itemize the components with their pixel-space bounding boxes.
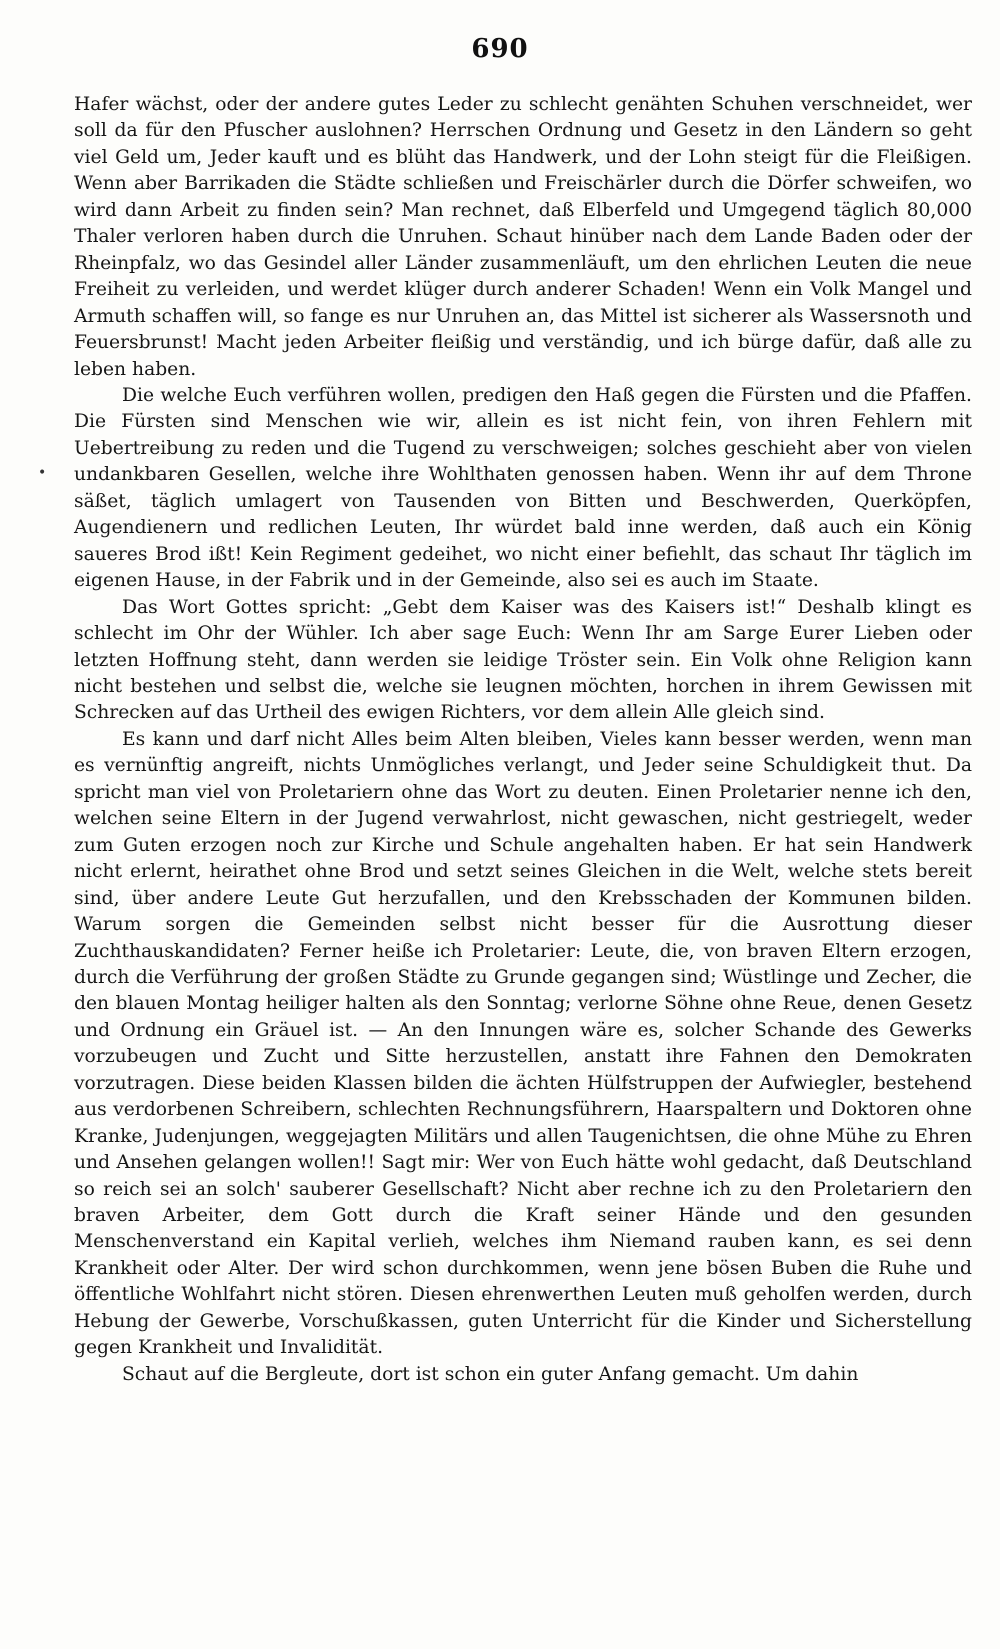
paragraph-4: Es kann und darf nicht Alles beim Alten bleiben, Vieles kann besser werden, wenn man es vernünftig angreift, nichts Unmögliches verlangt, und Jeder seine Schuldigkeit thut. Da spricht man viel von Proletariern ohne das Wort zu deuten. Einen Proletarier nenne ich den, welchen seine Eltern in der Jugend verwahrlost, nicht gewaschen, nicht gestriegelt, weder zum Guten erzogen noch zur Kirche und Schule angehalten haben. Er hat sein Handwerk nicht erlernt, heirathet ohne Brod und setzt seines Gleichen in die Welt, welche stets bereit sind, über andere Leute Gut herzufallen, und den Krebsschaden der Kommunen bilden. Warum sorgen die Gemeinden selbst nicht besser für die Ausrottung dieser Zuchthauskandidaten? Ferner heiße ich Proletarier: Leute, die, von braven Eltern erzogen, durch die Verführung der großen Städte zu Grunde gegangen sind; Wüstlinge und Zecher, die den blauen Montag heiliger halten als den Sonntag; verlorne Söhne ohne Reue, denen Gesetz und Ordnung ein Gräuel ist. — An den Innungen wäre es, solcher Schande des Gewerks vorzubeugen und Zucht und Sitte herzustellen, anstatt ihre Fahnen den Demokraten vorzutragen. Diese beiden Klassen bilden die ächten Hülfstruppen der Aufwiegler, bestehend aus verdorbenen Schreibern, schlechten Rechnungsführern, Haarspaltern und Doktoren ohne Kranke, Judenjungen, weggejagten Militärs und allen Taugenichtsen, die ohne Mühe zu Ehren und Ansehen gelangen wollen!! Sagt mir: Wer von Euch hätte wohl gedacht, daß Deutschland so reich sei an solch' sauberer Gesellschaft? Nicht aber rechne ich zu den Proletariern den braven Arbeiter, dem Gott durch die Kraft seiner Hände und den gesunden Menschenverstand ein Kapital verlieh, welches ihm Niemand rauben kann, es sei denn Krankheit oder Alter. Der wird schon durchkommen, wenn jene bösen Buben die Ruhe und öffentliche Wohlfahrt nicht stören. Diesen ehrenwerthen Leuten muß geholfen werden, durch Hebung der Gewerbe, Vorschußkassen, guten Unterricht für die Kinder und Sicherstellung gegen Krankheit und Invalidität. <box>74 728 972 1359</box>
paragraph-2: Die welche Euch verführen wollen, predigen den Haß gegen die Fürsten und die Pfaffen. Die Fürsten sind Menschen wie wir, allein es ist nicht fein, von ihren Fehlern mit Uebertreibung zu reden und die Tugend zu verschweigen; solches geschieht aber von vielen undankbaren Gesellen, welche ihre Wohlthaten genossen haben. Wenn ihr auf dem Throne säßet, täglich umlagert von Tausenden von Bitten und Beschwerden, Querköpfen, Augendienern und redlichen Leuten, Ihr würdet bald inne werden, daß auch ein König saueres Brod ißt! Kein Regiment gedeihet, wo nicht einer befiehlt, das schaut Ihr täglich im eigenen Hause, in der Fabrik und in der Gemeinde, also sei es auch im Staate. <box>74 384 972 592</box>
page-number: 690 <box>471 34 529 64</box>
body-text <box>74 92 972 1388</box>
paragraph-3: Das Wort Gottes spricht: „Gebt dem Kaiser was des Kaisers ist!“ Deshalb klingt es schlecht im Ohr der Wühler. Ich aber sage Euch: Wenn Ihr am Sarge Eurer Lieben oder letzten Hoffnung steht, dann werden sie leidige Tröster sein. Ein Volk ohne Religion kann nicht bestehen und selbst die, welche sie leugnen möchten, horchen in ihrem Gewissen mit Schrecken auf das Urtheil des ewigen Richters, vor dem allein Alle gleich sind. <box>74 596 972 724</box>
paragraph-1: Hafer wächst, oder der andere gutes Leder zu schlecht genähten Schuhen verschneidet, wer soll da für den Pfuscher auslohnen? Herrschen Ordnung und Gesetz in den Ländern so geht viel Geld um, Jeder kauft und es blüht das Handwerk, und der Lohn steigt für die Fleißigen. Wenn aber Barrikaden die Städte schließen und Freischärler durch die Dörfer schweifen, wo wird dann Arbeit zu finden sein? Man rechnet, daß Elberfeld und Umgegend täglich 80,000 Thaler verloren haben durch die Unruhen. Schaut hinüber nach dem Lande Baden oder der Rheinpfalz, wo das Gesindel aller Länder zusammenläuft, um den ehrlichen Leuten die neue Freiheit zu verleiden, und werdet klüger durch anderer Schaden! Wenn ein Volk Mangel und Armuth schaffen will, so fange es nur Unruhen an, das Mittel ist sicherer als Wassersnoth und Feuersbrunst! Macht jeden Arbeiter fleißig und verständig, und ich bürge dafür, daß alle zu leben haben. <box>74 94 972 380</box>
paragraph-5: Schaut auf die Bergleute, dort ist schon ein guter Anfang gemacht. Um dahin <box>122 1363 859 1385</box>
margin-mark: • <box>38 465 47 481</box>
